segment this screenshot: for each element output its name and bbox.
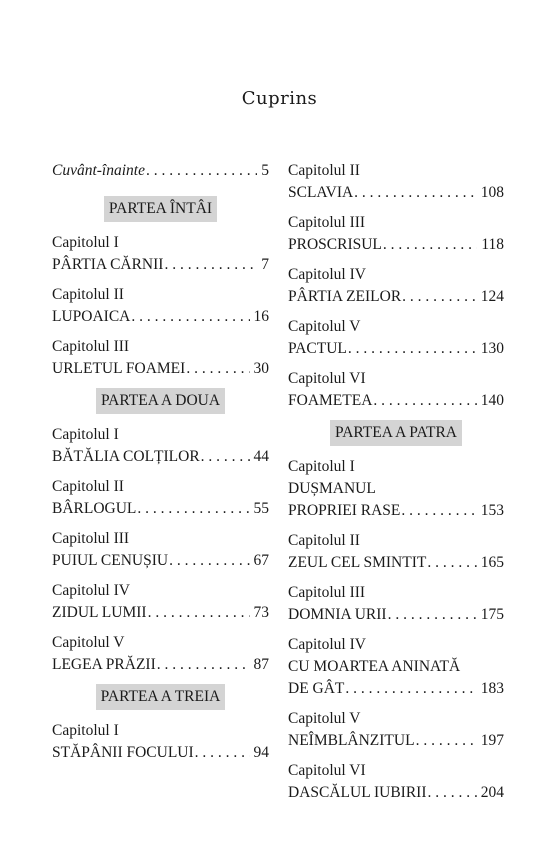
chapter-title-row [288, 782, 504, 804]
page-number: 130 [480, 340, 504, 357]
leader-dots [186, 358, 249, 380]
chapter-title: URLETUL FOAMEI [52, 360, 186, 377]
chapter-number: Capitolul III [288, 584, 366, 601]
chapter-title-row [52, 498, 269, 520]
toc-entry[interactable] [288, 456, 504, 522]
chapter-title-row [288, 338, 504, 360]
part-heading-wrap [52, 388, 269, 414]
part-heading: PARTEA A DOUA [96, 388, 225, 414]
chapter-number: Capitolul III [288, 214, 366, 231]
page-number: 7 [261, 256, 269, 273]
leader-dots [345, 678, 476, 700]
page-number: 140 [480, 392, 504, 409]
leader-dots [401, 500, 476, 522]
chapter-title-row [288, 182, 504, 204]
chapter-title: BÂRLOGUL [52, 500, 137, 517]
chapter-title: STĂPÂNII FOCULUI [52, 744, 194, 761]
chapter-title-row [52, 654, 269, 676]
toc-entry[interactable] [52, 580, 269, 624]
toc-entry[interactable] [288, 316, 504, 360]
page-title: Cuprins [241, 88, 318, 109]
toc-entry[interactable] [52, 336, 269, 380]
chapter-title-line: CU MOARTEA ANINATĂ [288, 658, 461, 675]
leader-dots [402, 286, 477, 308]
leader-dots [195, 742, 250, 764]
chapter-number: Capitolul VI [288, 370, 366, 387]
chapter-number: Capitolul II [288, 162, 360, 179]
page-number: 73 [253, 604, 269, 621]
page-number: 87 [253, 656, 269, 673]
toc-entry[interactable] [288, 760, 504, 804]
foreword-entry[interactable] [52, 160, 269, 182]
page-number: 55 [253, 500, 269, 517]
page-number: 175 [480, 606, 504, 623]
toc-entry[interactable] [52, 284, 269, 328]
toc-entry[interactable] [288, 530, 504, 574]
toc-entry[interactable] [288, 264, 504, 308]
leader-dots [137, 498, 249, 520]
chapter-number: Capitolul V [288, 710, 361, 727]
chapter-title: PROPRIEI RASE [288, 502, 401, 519]
chapter-number: Capitolul I [288, 458, 355, 475]
chapter-number: Capitolul II [288, 532, 360, 549]
chapter-title: DASCĂLUL IUBIRII [288, 784, 427, 801]
page-number: 153 [480, 502, 504, 519]
part-heading-wrap [52, 684, 269, 710]
chapter-number: Capitolul V [288, 318, 361, 335]
chapter-title-row [288, 500, 504, 522]
toc-entry[interactable] [288, 212, 504, 256]
chapter-title-row [52, 254, 269, 276]
chapter-title: ZEUL CEL SMINTIT [288, 554, 427, 571]
chapter-title: PÂRTIA CĂRNII [52, 256, 164, 273]
page-number: 94 [253, 744, 269, 761]
chapter-title-row [52, 742, 269, 764]
part-heading-wrap [288, 420, 504, 446]
chapter-title: DE GÂT [288, 680, 345, 697]
page-number: 204 [480, 784, 504, 801]
chapter-title: PROSCRISUL [288, 236, 382, 253]
chapter-title: PUIUL CENUȘIU [52, 552, 169, 569]
leader-dots [157, 654, 250, 676]
chapter-number: Capitolul II [52, 286, 124, 303]
chapter-title: LEGEA PRĂZII [52, 656, 156, 673]
toc-left-column [52, 160, 269, 772]
chapter-number: Capitolul IV [288, 266, 366, 283]
toc-entry[interactable] [52, 424, 269, 468]
page-number: 67 [253, 552, 269, 569]
chapter-title-row [52, 602, 269, 624]
toc-entry[interactable] [52, 720, 269, 764]
chapter-title: LUPOAICA [52, 308, 131, 325]
chapter-title-row [288, 234, 504, 256]
leader-dots [416, 730, 477, 752]
part-heading: PARTEA A PATRA [330, 420, 462, 446]
chapter-title: PÂRTIA ZEILOR [288, 288, 402, 305]
leader-dots [383, 234, 477, 256]
chapter-title-row [288, 604, 504, 626]
page-number: 108 [480, 184, 504, 201]
leader-dots [428, 782, 477, 804]
toc-entry[interactable] [52, 476, 269, 520]
foreword-title: Cuvânt-înainte [52, 162, 145, 179]
chapter-title: BĂTĂLIA COLȚILOR [52, 448, 200, 465]
chapter-number: Capitolul IV [52, 582, 130, 599]
part-heading-wrap [52, 196, 269, 222]
chapter-title: SCLAVIA [288, 184, 354, 201]
leader-dots [169, 550, 249, 572]
chapter-number: Capitolul I [52, 426, 119, 443]
leader-dots [148, 602, 250, 624]
chapter-title: PACTUL [288, 340, 347, 357]
chapter-title-row [288, 286, 504, 308]
toc-entry[interactable] [52, 528, 269, 572]
chapter-title-row [288, 730, 504, 752]
leader-dots [201, 446, 250, 468]
leader-dots [354, 182, 477, 204]
leader-dots [146, 160, 257, 182]
leader-dots [348, 338, 477, 360]
chapter-title-row [52, 550, 269, 572]
leader-dots [427, 552, 476, 574]
toc-entry[interactable] [288, 708, 504, 752]
toc-right-column [288, 160, 504, 812]
toc-entry[interactable] [288, 582, 504, 626]
chapter-number: Capitolul I [52, 234, 119, 251]
foreword-page: 5 [261, 162, 269, 179]
chapter-title-row [288, 678, 504, 700]
chapter-title-row [288, 390, 504, 412]
chapter-number: Capitolul IV [288, 636, 366, 653]
page-number: 118 [481, 236, 504, 253]
page-number: 44 [253, 448, 269, 465]
chapter-title-row [52, 306, 269, 328]
toc-entry[interactable] [288, 634, 504, 700]
leader-dots [388, 604, 477, 626]
part-heading: PARTEA A TREIA [96, 684, 226, 710]
page-number: 16 [253, 308, 269, 325]
chapter-title: DOMNIA URII [288, 606, 387, 623]
chapter-number: Capitolul VI [288, 762, 366, 779]
chapter-title-line: DUȘMANUL [288, 480, 376, 497]
chapter-number: Capitolul V [52, 634, 125, 651]
chapter-number: Capitolul II [52, 478, 124, 495]
page-number: 124 [480, 288, 504, 305]
leader-dots [164, 254, 257, 276]
chapter-number: Capitolul I [52, 722, 119, 739]
toc-entry[interactable] [52, 632, 269, 676]
chapter-title-row [288, 552, 504, 574]
toc-entry[interactable] [288, 160, 504, 204]
part-heading: PARTEA ÎNTÂI [104, 196, 217, 222]
chapter-title-row [52, 358, 269, 380]
chapter-number: Capitolul III [52, 338, 130, 355]
leader-dots [373, 390, 476, 412]
chapter-title: ZIDUL LUMII [52, 604, 147, 621]
chapter-title: NEÎMBLÂNZITUL [288, 732, 415, 749]
page-number: 30 [253, 360, 269, 377]
toc-entry[interactable] [52, 232, 269, 276]
toc-entry[interactable] [288, 368, 504, 412]
chapter-number: Capitolul III [52, 530, 130, 547]
leader-dots [131, 306, 249, 328]
chapter-title: FOAMETEA [288, 392, 373, 409]
chapter-title-row [52, 446, 269, 468]
page-number: 197 [480, 732, 504, 749]
page-number: 165 [480, 554, 504, 571]
page-number: 183 [480, 680, 504, 697]
